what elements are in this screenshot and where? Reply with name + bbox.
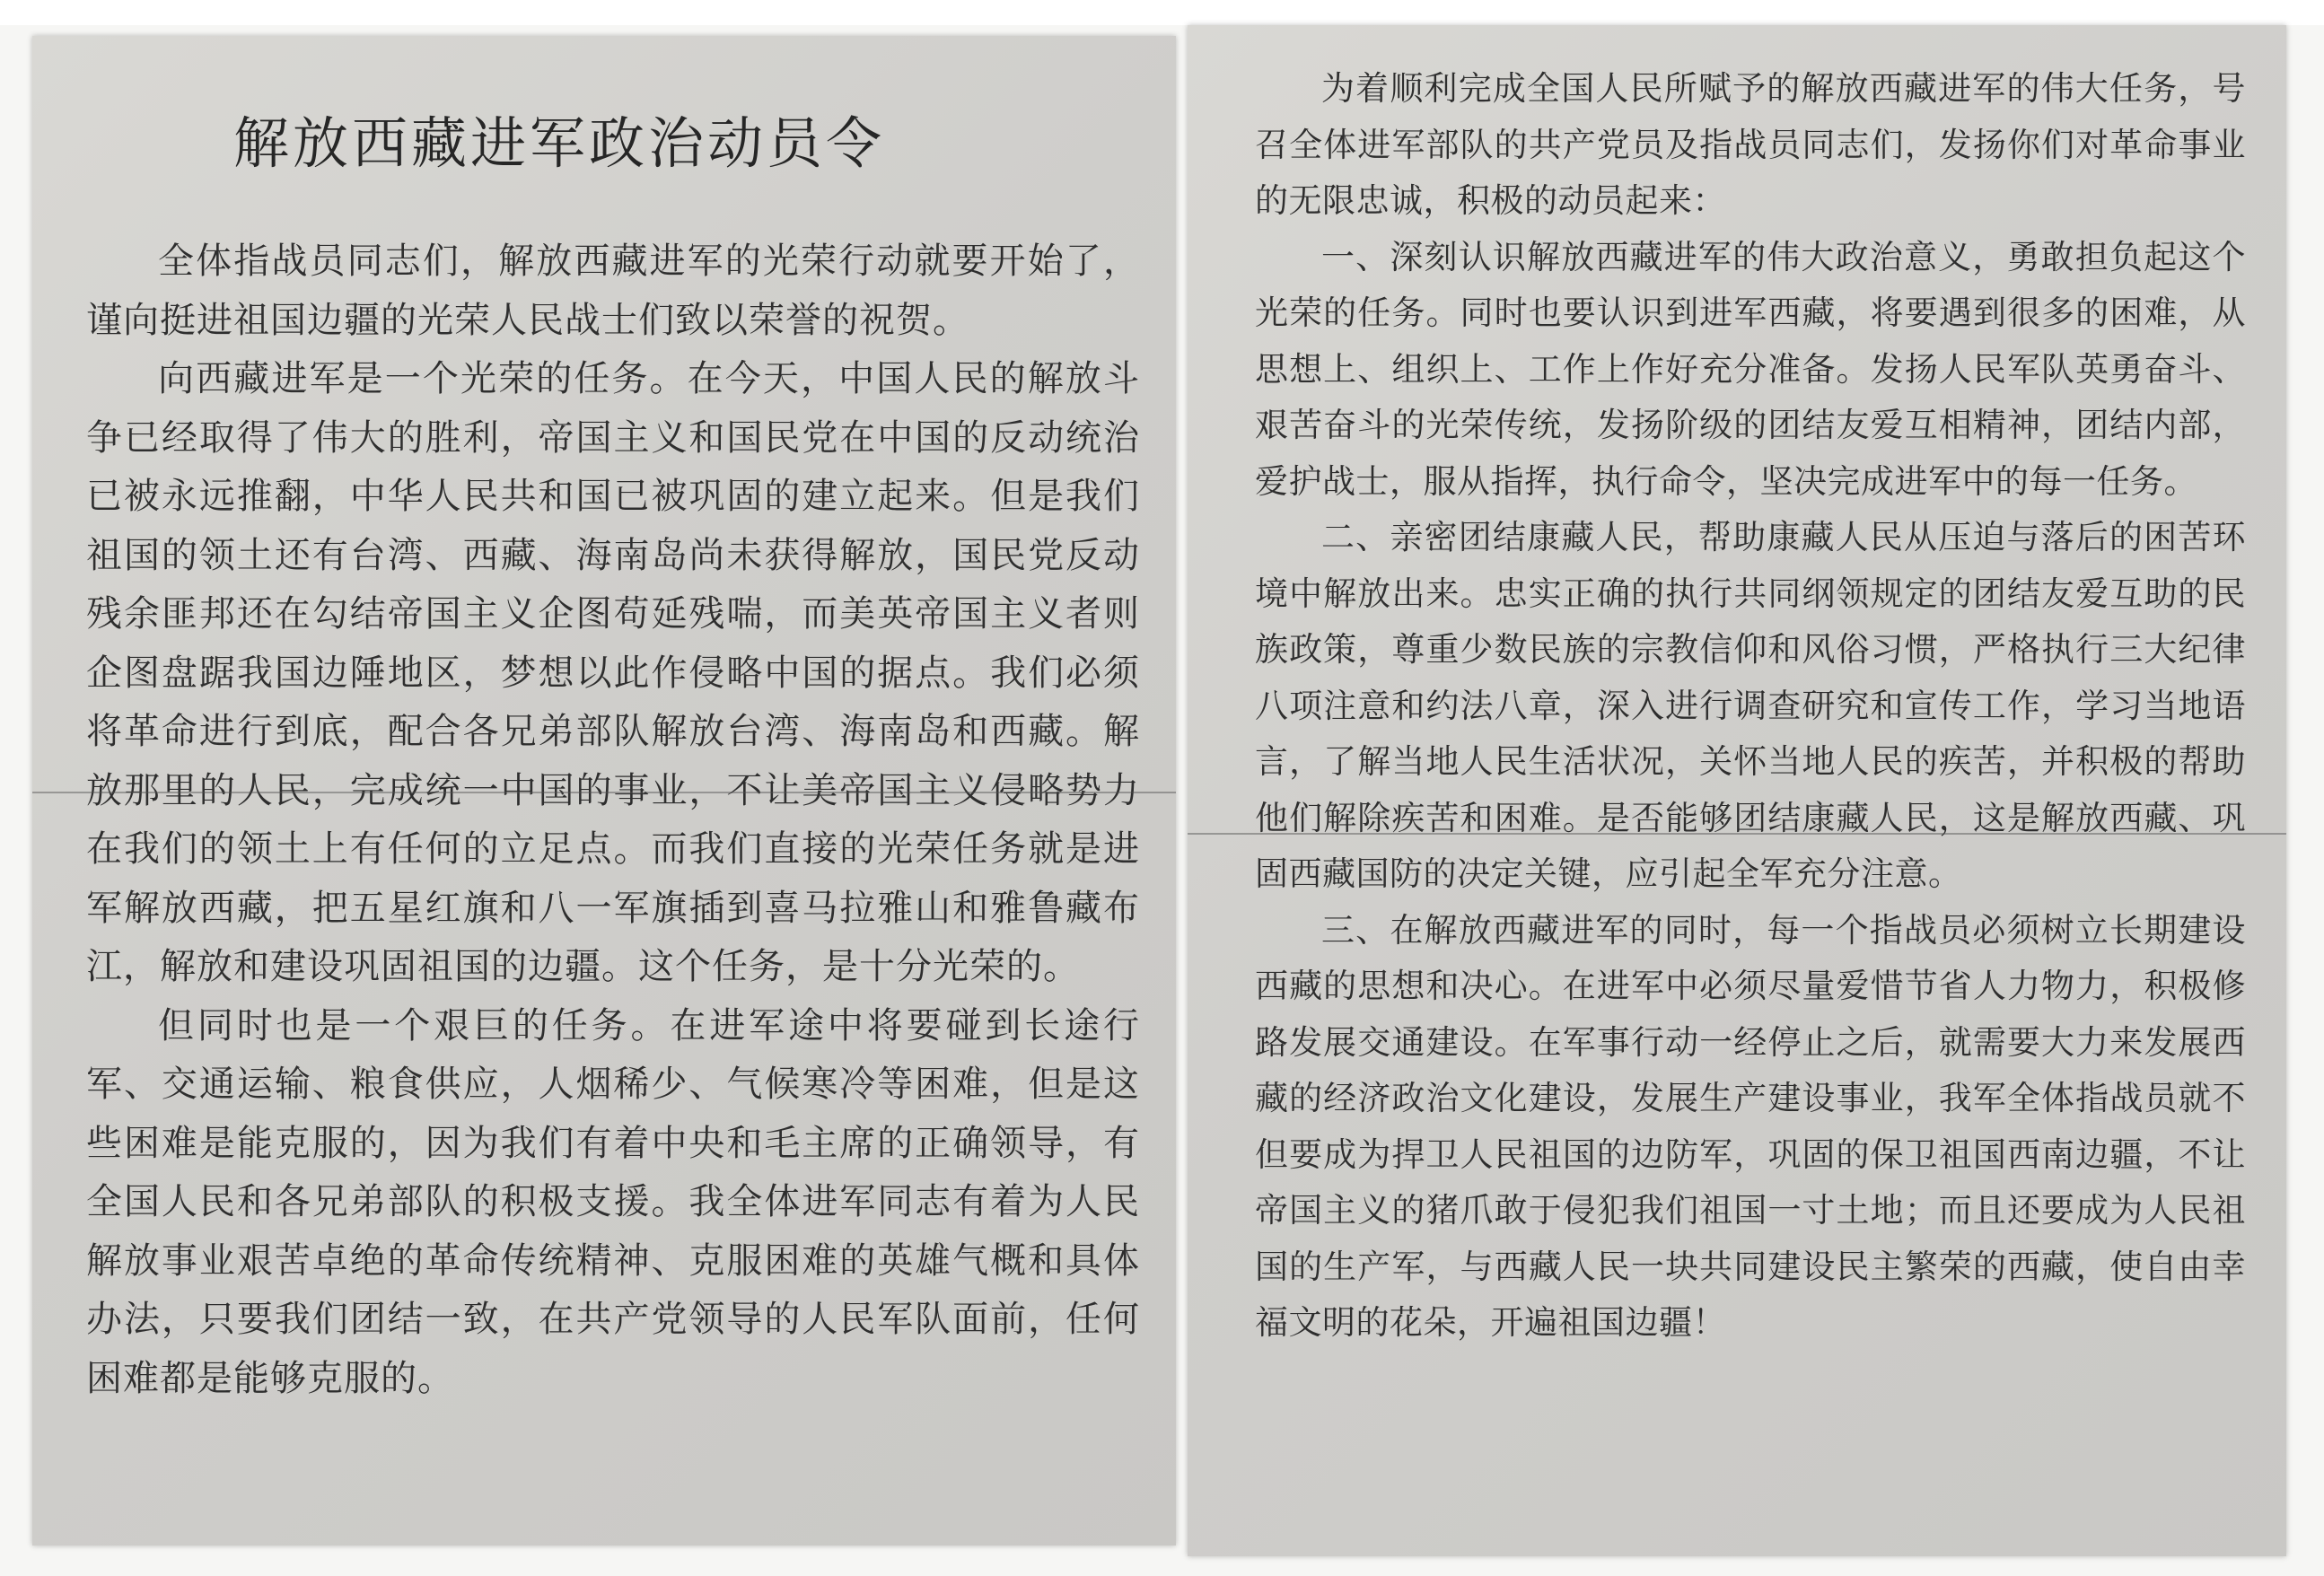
right-paragraph-3: 二、亲密团结康藏人民，帮助康藏人民从压迫与落后的困苦环境中解放出来。忠实正确的执行共同纲领规定的团结友爱互助的民族政策，尊重少数民族的宗教信仰和风俗习惯，严格执行三大纪律八项注意和约法八章，深入进行调查研究和宣传工作，学习当地语言，了解当地人民生活状况，关怀当地人民的疾苦，并积极的帮助他们解除疾苦和困难。是否能够团结康藏人民，这是解放西藏、巩固西藏国防的决定关键，应引起全军充分注意。: [1255, 518, 2246, 893]
page-fold-line: [32, 792, 1176, 793]
right-paragraph-1: 为着顺利完成全国人民所赋予的解放西藏进军的伟大任务，号召全体进军部队的共产党员及指战员同志们，发扬你们对革命事业的无限忠诚，积极的动员起来：: [1255, 69, 2246, 220]
top-margin-strip: [0, 0, 2324, 25]
left-paragraph-2: 向西藏进军是一个光荣的任务。在今天，中国人民的解放斗争已经取得了伟大的胜利，帝国主义和国民党在中国的反动统治已被永远推翻，中华人民共和国已被巩固的建立起来。但是我们祖国的领土还有台湾、西藏、海南岛尚未获得解放，国民党反动残余匪邦还在勾结帝国主义企图苟延残喘，而美英帝国主义者则企图盘踞我国边陲地区，梦想以此作侵略中国的据点。我们必须将革命进行到底，配合各兄弟部队解放台湾、海南岛和西藏。解放那里的人民，完成统一中国的事业，不让美帝国主义侵略势力在我们的领土上有任何的立足点。而我们直接的光荣任务就是进军解放西藏，把五星红旗和八一军旗插到喜马拉雅山和雅鲁藏布江，解放和建设巩固祖国的边疆。这个任务，是十分光荣的。: [86, 358, 1140, 987]
right-paragraph-2: 一、深刻认识解放西藏进军的伟大政治意义，勇敢担负起这个光荣的任务。同时也要认识到进军西藏，将要遇到很多的困难，从思想上、组织上、工作上作好充分准备。发扬人民军队英勇奋斗、艰苦奋斗的光荣传统，发扬阶级的团结友爱互相精神，团结内部，爱护战士，服从指挥，执行命令，坚决完成进军中的每一任务。: [1255, 237, 2246, 501]
right-paragraph-4: 三、在解放西藏进军的同时，每一个指战员必须树立长期建设西藏的思想和决心。在进军中必须尽量爱惜节省人力物力，积极修路发展交通建设。在军事行动一经停止之后，就需要大力来发展西藏的经济政治文化建设，发展生产建设事业，我军全体指战员就不但要成为捍卫人民祖国的边防军，巩固的保卫祖国西南边疆，不让帝国主义的猪爪敢于侵犯我们祖国一寸土地；而且还要成为人民祖国的生产军，与西藏人民一块共同建设民主繁荣的西藏，使自由幸福文明的花朵，开遍祖国边疆！: [1255, 910, 2246, 1342]
right-document-page: [1188, 25, 2286, 1556]
left-paragraph-1: 全体指战员同志们，解放西藏进军的光荣行动就要开始了，谨向挺进祖国边疆的光荣人民战士们致以荣誉的祝贺。: [86, 241, 1140, 341]
document-title: 解放西藏进军政治动员令: [232, 110, 885, 176]
left-document-page: [32, 36, 1176, 1545]
left-paragraph-3: 但同时也是一个艰巨的任务。在进军途中将要碰到长途行军、交通运输、粮食供应，人烟稀少、气候寒冷等困难，但是这些困难是能克服的，因为我们有着中央和毛主席的正确领导，有全国人民和各兄弟部队的积极支援。我全体进军同志有着为人民解放事业艰苦卓绝的革命传统精神、克服困难的英雄气概和具体办法，只要我们团结一致，在共产党领导的人民军队面前，任何困难都是能够克服的。: [86, 1004, 1140, 1399]
page-fold-line: [1188, 833, 2286, 835]
